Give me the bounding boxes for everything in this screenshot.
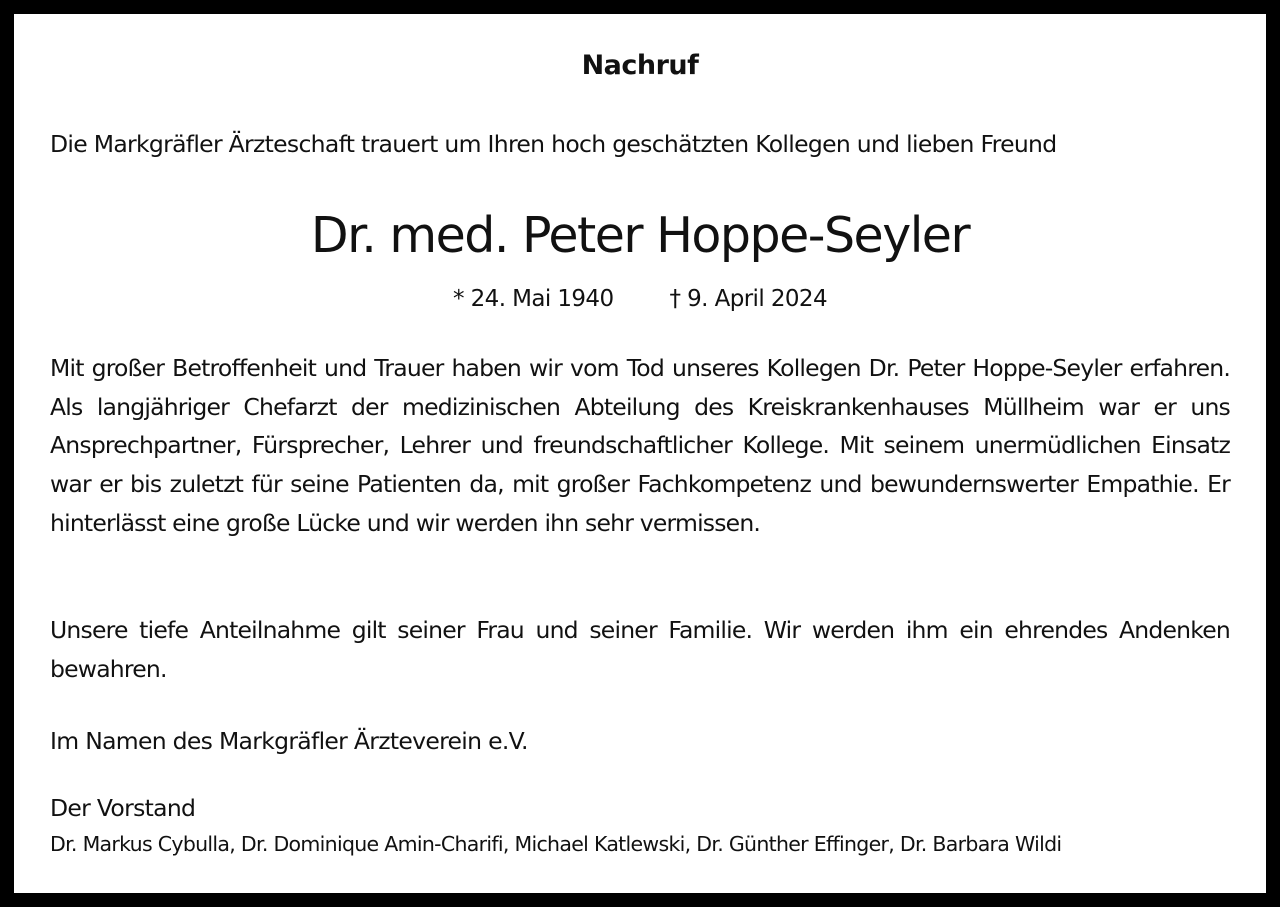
board-label: Der Vorstand [50,794,196,822]
condolence-paragraph: Mit großer Betroffenheit und Trauer haben wir vom Tod unseres Kollegen Dr. Peter Hoppe-Seyler erfahren. Als langjähriger Chefarzt der medizinischen Abteilung des Kreiskrankenhauses Müllheim war er uns Ansprechpartner, Fürsprecher, Lehrer und freundschaftlicher Kollege. Mit seinem unermüdlichen Einsatz war er bis zuletzt für seine Patienten da, mit großer Fachkompetenz und bewundernswerter Empathie. Er hinterlässt eine große Lücke und wir werden ihn sehr vermissen. [50,354,1230,537]
notice-title: Nachruf [581,50,699,81]
birth-date: * 24. Mai 1940 [453,286,614,312]
life-dates [14,286,1266,312]
death-date: † 9. April 2024 [669,286,827,312]
on-behalf-line: Im Namen des Markgräfler Ärzteverein e.V. [50,727,528,755]
sympathy-paragraph: Unsere tiefe Anteilnahme gilt seiner Frau und seiner Familie. Wir werden ihm ein ehrendes Andenken bewahren. [50,616,1230,683]
board-members: Dr. Markus Cybulla, Dr. Dominique Amin-Charifi, Michael Katlewski, Dr. Günther Effinger, Dr. Barbara Wildi [50,832,1062,856]
deceased-name: Dr. med. Peter Hoppe-Seyler [310,207,970,264]
intro-line: Die Markgräfler Ärzteschaft trauert um Ihren hoch geschätzten Kollegen und lieben Freund [50,130,1057,158]
obituary-notice [14,14,1266,893]
